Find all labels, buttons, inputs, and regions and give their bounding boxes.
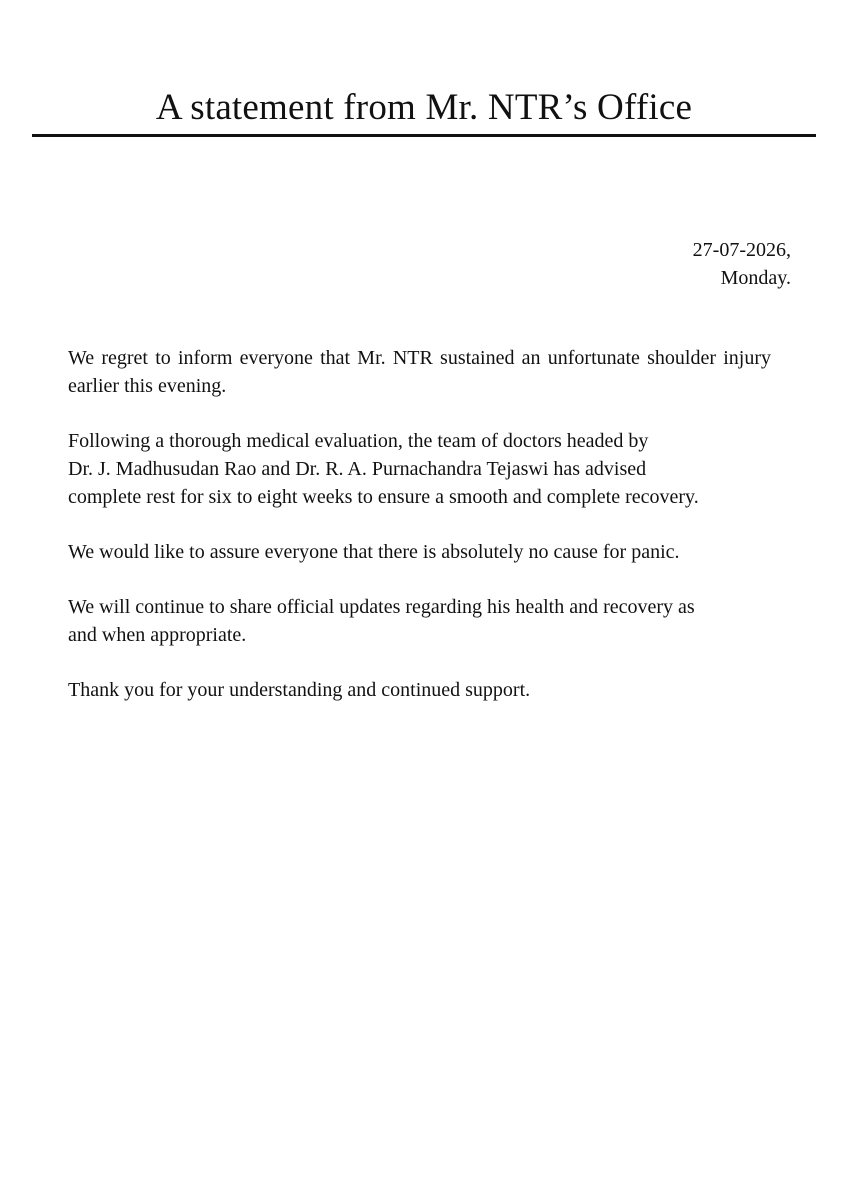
paragraph-medical-advice-line-2: Dr. J. Madhusudan Rao and Dr. R. A. Purnachandra Tejaswi has advised bbox=[68, 458, 647, 480]
paragraph-updates bbox=[68, 593, 771, 649]
statement-body bbox=[68, 344, 771, 731]
paragraph-updates-line-2: and when appropriate. bbox=[68, 624, 247, 646]
page-title: A statement from Mr. NTR’s Office bbox=[155, 87, 693, 128]
date-block bbox=[693, 236, 791, 292]
paragraph-medical-advice-line-3: complete rest for six to eight weeks to ensure a smooth and complete recovery. bbox=[68, 486, 699, 508]
paragraph-assurance: We would like to assure everyone that there is absolutely no cause for panic. bbox=[68, 541, 680, 563]
statement-day: Monday. bbox=[720, 267, 791, 289]
paragraph-thanks: Thank you for your understanding and continued support. bbox=[68, 679, 531, 701]
paragraph-medical-advice-line-1: Following a thorough medical evaluation, the team of doctors headed by bbox=[68, 430, 649, 452]
paragraph-medical-advice bbox=[68, 427, 771, 511]
paragraph-updates-line-1: We will continue to share official updates regarding his health and recovery as bbox=[68, 596, 695, 618]
title-underline bbox=[32, 134, 816, 137]
statement-date: 27-07-2026, bbox=[692, 239, 791, 261]
paragraph-injury: We regret to inform everyone that Mr. NTR sustained an unfortunate shoulder injury earlier this evening. bbox=[68, 347, 771, 397]
